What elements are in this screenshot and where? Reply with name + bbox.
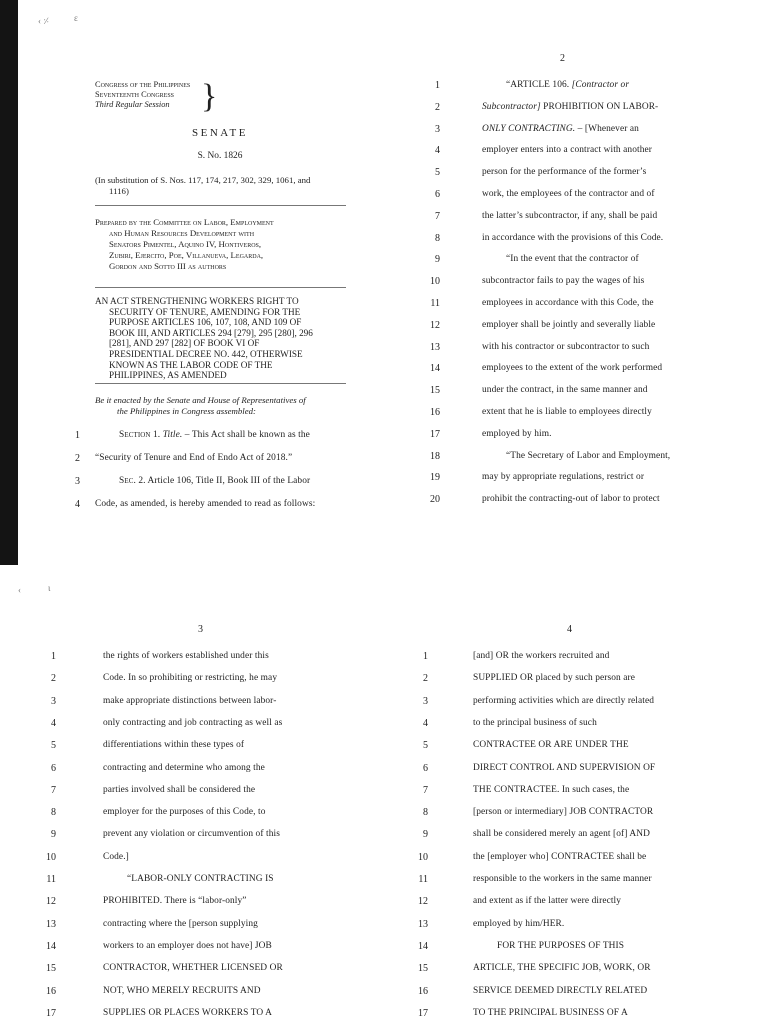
page-number-right: 4 [567, 624, 572, 635]
text-line: employed by him/HER. [473, 918, 565, 929]
corner-mark: ɩ [48, 583, 51, 593]
line-number: 18 [430, 450, 440, 462]
text-line: employees to the extent of the work performed [482, 363, 663, 374]
brace-glyph: } [201, 78, 218, 115]
line-number: 11 [430, 298, 440, 309]
line-number: 13 [430, 341, 440, 353]
title-line: AN ACT STRENGTHENING WORKERS RIGHT TO [95, 296, 299, 306]
text-line: employer for the purposes of this Code, to [103, 807, 266, 818]
line-number: 7 [423, 784, 428, 796]
corner-mark: ‹ ⸓ [38, 16, 50, 26]
line-number: 10 [430, 276, 440, 288]
title-line: PRESIDENTIAL DECREE NO. 442, OTHERWISE [109, 348, 303, 359]
line-number: 15 [418, 963, 428, 975]
text-line: work, the employees of the contractor and of [482, 189, 655, 199]
line-number: 16 [46, 985, 56, 997]
text-line: “The Secretary of Labor and Employment, [506, 450, 671, 461]
line-number: 9 [423, 829, 428, 841]
line-number: 10 [46, 851, 56, 863]
line-number: 2 [423, 673, 428, 685]
line-number: 1 [423, 651, 428, 662]
line-number: 1 [435, 80, 440, 91]
text-line: employed by him. [482, 428, 552, 439]
text-line: SUPPLIED OR placed by such person are [473, 673, 636, 684]
text-line: CONTRACTEE OR ARE UNDER THE [473, 740, 629, 751]
line-number: 4 [423, 717, 428, 729]
scan-dark-edge [0, 0, 18, 565]
line-number: 15 [430, 385, 440, 397]
text-line: [and] OR the workers recruited and [473, 651, 610, 661]
line-number: 1 [51, 651, 56, 662]
congress-number-line: Seventeenth Congress [95, 90, 174, 99]
text-line: [person or intermediary] JOB CONTRACTOR [473, 807, 654, 818]
title-line: BOOK III, AND ARTICLES 294 [279], 295 [280], 296 [109, 327, 313, 338]
line-number: 15 [46, 963, 56, 975]
line-number: 14 [418, 940, 428, 952]
line-number: 5 [435, 167, 440, 179]
prepared-by-block [95, 217, 346, 272]
title-line: KNOWN AS THE LABOR CODE OF THE [109, 359, 273, 370]
line-number: 19 [430, 472, 440, 484]
session-line: Third Regular Session [95, 100, 170, 109]
title-line: [281], AND 297 [282] OF BOOK VI OF [109, 338, 260, 349]
enacting-line: Be it enacted by the Senate and House of Representatives of [95, 395, 306, 405]
text-line: employees in accordance with this Code, the [482, 298, 654, 308]
text-line: ONLY CONTRACTING. – [Whenever an [482, 123, 639, 134]
text-line: Code. In so prohibiting or restricting, he may [103, 673, 278, 684]
prepared-by-line: and Human Resources Development with [109, 228, 255, 238]
line-number: 6 [51, 762, 56, 774]
text-line: TO THE PRINCIPAL BUSINESS OF A [473, 1007, 628, 1018]
congress-line: Congress of the Philippines [95, 80, 191, 89]
line-number: 14 [430, 363, 440, 375]
line-number: 2 [75, 453, 80, 464]
text-line: contracting and determine who among the [103, 762, 265, 773]
substitution-line: (In substitution of S. Nos. 117, 174, 217, 302, 329, 1061, and [95, 175, 311, 185]
text-line: make appropriate distinctions between labor- [103, 695, 277, 706]
line-number: 5 [423, 740, 428, 752]
line-number: 10 [418, 851, 428, 863]
corner-mark: ‹ [18, 585, 21, 595]
text-line: PROHIBITED. There is “labor-only” [103, 896, 247, 907]
text-line: under the contract, in the same manner and [482, 385, 648, 396]
text-line: employer enters into a contract with another [482, 145, 652, 156]
line-number: 4 [435, 145, 440, 157]
text-line: with his contractor or subcontractor to such [482, 341, 650, 352]
text-line: “ARTICLE 106. [Contractor or [506, 80, 630, 90]
text-line: Code, as amended, is hereby amended to read as follows: [95, 499, 316, 509]
line-number: 12 [46, 896, 56, 908]
line-number: 11 [46, 874, 56, 885]
text-line: “In the event that the contractor of [506, 254, 639, 265]
text-line: Sec. 2. Article 106, Title II, Book III of the Labor [119, 476, 311, 486]
line-number: 4 [75, 499, 80, 510]
text-line: THE CONTRACTEE. In such cases, the [473, 784, 630, 795]
line-number: 3 [51, 695, 56, 707]
text-line: employer shall be jointly and severally liable [482, 319, 656, 330]
prepared-by-line: Zubiri, Ejercito, Poe, Villanueva, Legarda, [109, 250, 264, 260]
scanned-page-3-4 [0, 565, 768, 1024]
page-number-left: 3 [198, 624, 203, 635]
line-number: 3 [423, 695, 428, 707]
text-line: and extent as if the latter were directly [473, 896, 622, 907]
line-number: 4 [51, 717, 56, 729]
act-title [95, 296, 346, 381]
title-line: PURPOSE ARTICLES 106, 107, 108, AND 109 OF [109, 317, 302, 328]
substitution-line: 1116) [109, 186, 129, 196]
text-line: to the principal business of such [473, 717, 597, 728]
text-line: SUPPLIES OR PLACES WORKERS TO A [103, 1007, 273, 1018]
line-number: 5 [51, 740, 56, 752]
text-line: prohibit the contracting-out of labor to protect [482, 494, 660, 505]
line-number: 6 [435, 189, 440, 200]
line-number: 3 [75, 476, 80, 487]
prepared-by-line: Senators Pimentel, Aquino IV, Hontiveros, [109, 239, 262, 249]
line-number: 20 [430, 494, 440, 506]
text-line: “Security of Tenure and End of Endo Act of 2018.” [95, 453, 293, 463]
line-number: 16 [430, 407, 440, 418]
text-line: only contracting and job contracting as well as [103, 717, 283, 728]
line-number: 12 [418, 896, 428, 908]
prepared-by-line: Prepared by the Committee on Labor, Employment [95, 217, 274, 227]
text-line: Subcontractor] PROHIBITION ON LABOR- [482, 101, 659, 112]
line-number: 8 [435, 232, 440, 244]
line-number: 17 [46, 1007, 56, 1019]
text-line: person for the performance of the former’s [482, 167, 647, 178]
text-line: Section 1. Title. – This Act shall be known as the [119, 430, 310, 440]
text-line: may by appropriate regulations, restrict or [482, 472, 645, 483]
line-number: 17 [430, 428, 440, 440]
text-line: the [employer who] CONTRACTEE shall be [473, 851, 647, 862]
text-line: ARTICLE, THE SPECIFIC JOB, WORK, OR [473, 963, 651, 974]
divider [95, 205, 346, 206]
text-line: FOR THE PURPOSES OF THIS [497, 940, 625, 951]
prepared-by-line: Gordon and Sotto III as authors [109, 261, 227, 271]
line-number: 1 [75, 430, 80, 441]
line-number: 8 [51, 807, 56, 819]
line-number: 13 [418, 918, 428, 930]
substitution-note [95, 175, 310, 197]
line-number: 14 [46, 940, 56, 952]
text-line: parties involved shall be considered the [103, 784, 256, 795]
text-line: the rights of workers established under this [103, 651, 269, 661]
text-line: prevent any violation or circumvention of this [103, 829, 280, 840]
line-number: 17 [418, 1007, 428, 1019]
text-line: NOT, WHO MERELY RECRUITS AND [103, 985, 261, 996]
chamber-heading: SENATE [192, 127, 248, 139]
text-line: the latter’s subcontractor, if any, shall be paid [482, 210, 658, 221]
corner-mark: ε [74, 13, 78, 23]
line-number: 13 [46, 918, 56, 930]
text-line: Code.] [103, 851, 129, 862]
text-line: SERVICE DEEMED DIRECTLY RELATED [473, 985, 648, 996]
line-number: 7 [435, 210, 440, 222]
text-line: CONTRACTOR, WHETHER LICENSED OR [103, 963, 283, 974]
line-number: 3 [435, 123, 440, 135]
line-number: 9 [435, 254, 440, 266]
text-line: “LABOR-ONLY CONTRACTING IS [127, 874, 274, 884]
line-number: 8 [423, 807, 428, 819]
line-number: 11 [418, 874, 428, 885]
congress-header [95, 80, 190, 110]
text-line: shall be considered merely an agent [of] AND [473, 829, 650, 840]
title-line: SECURITY OF TENURE, AMENDING FOR THE [109, 306, 301, 317]
text-line: responsible to the workers in the same manner [473, 874, 652, 884]
line-number: 2 [51, 673, 56, 685]
enacting-clause [95, 395, 346, 417]
enacting-line: the Philippines in Congress assembled: [117, 406, 256, 416]
page-number: 2 [560, 53, 565, 64]
text-line: contracting where the [person supplying [103, 918, 258, 929]
text-line: differentiations within these types of [103, 740, 245, 751]
line-number: 2 [435, 101, 440, 113]
text-line: workers to an employer does not have] JOB [103, 940, 272, 951]
text-line: in accordance with the provisions of this Code. [482, 232, 664, 243]
title-line: PHILIPPINES, AS AMENDED [109, 370, 227, 381]
divider [95, 287, 346, 288]
line-number: 9 [51, 829, 56, 841]
divider [95, 383, 346, 384]
text-line: DIRECT CONTROL AND SUPERVISION OF [473, 762, 656, 773]
text-line: subcontractor fails to pay the wages of his [482, 276, 645, 287]
line-number: 6 [423, 762, 428, 774]
line-number: 16 [418, 985, 428, 997]
bill-number: S. No. 1826 [197, 151, 243, 161]
text-line: performing activities which are directly related [473, 695, 655, 706]
line-number: 7 [51, 784, 56, 796]
line-number: 12 [430, 319, 440, 331]
text-line: extent that he is liable to employees directly [482, 407, 652, 417]
